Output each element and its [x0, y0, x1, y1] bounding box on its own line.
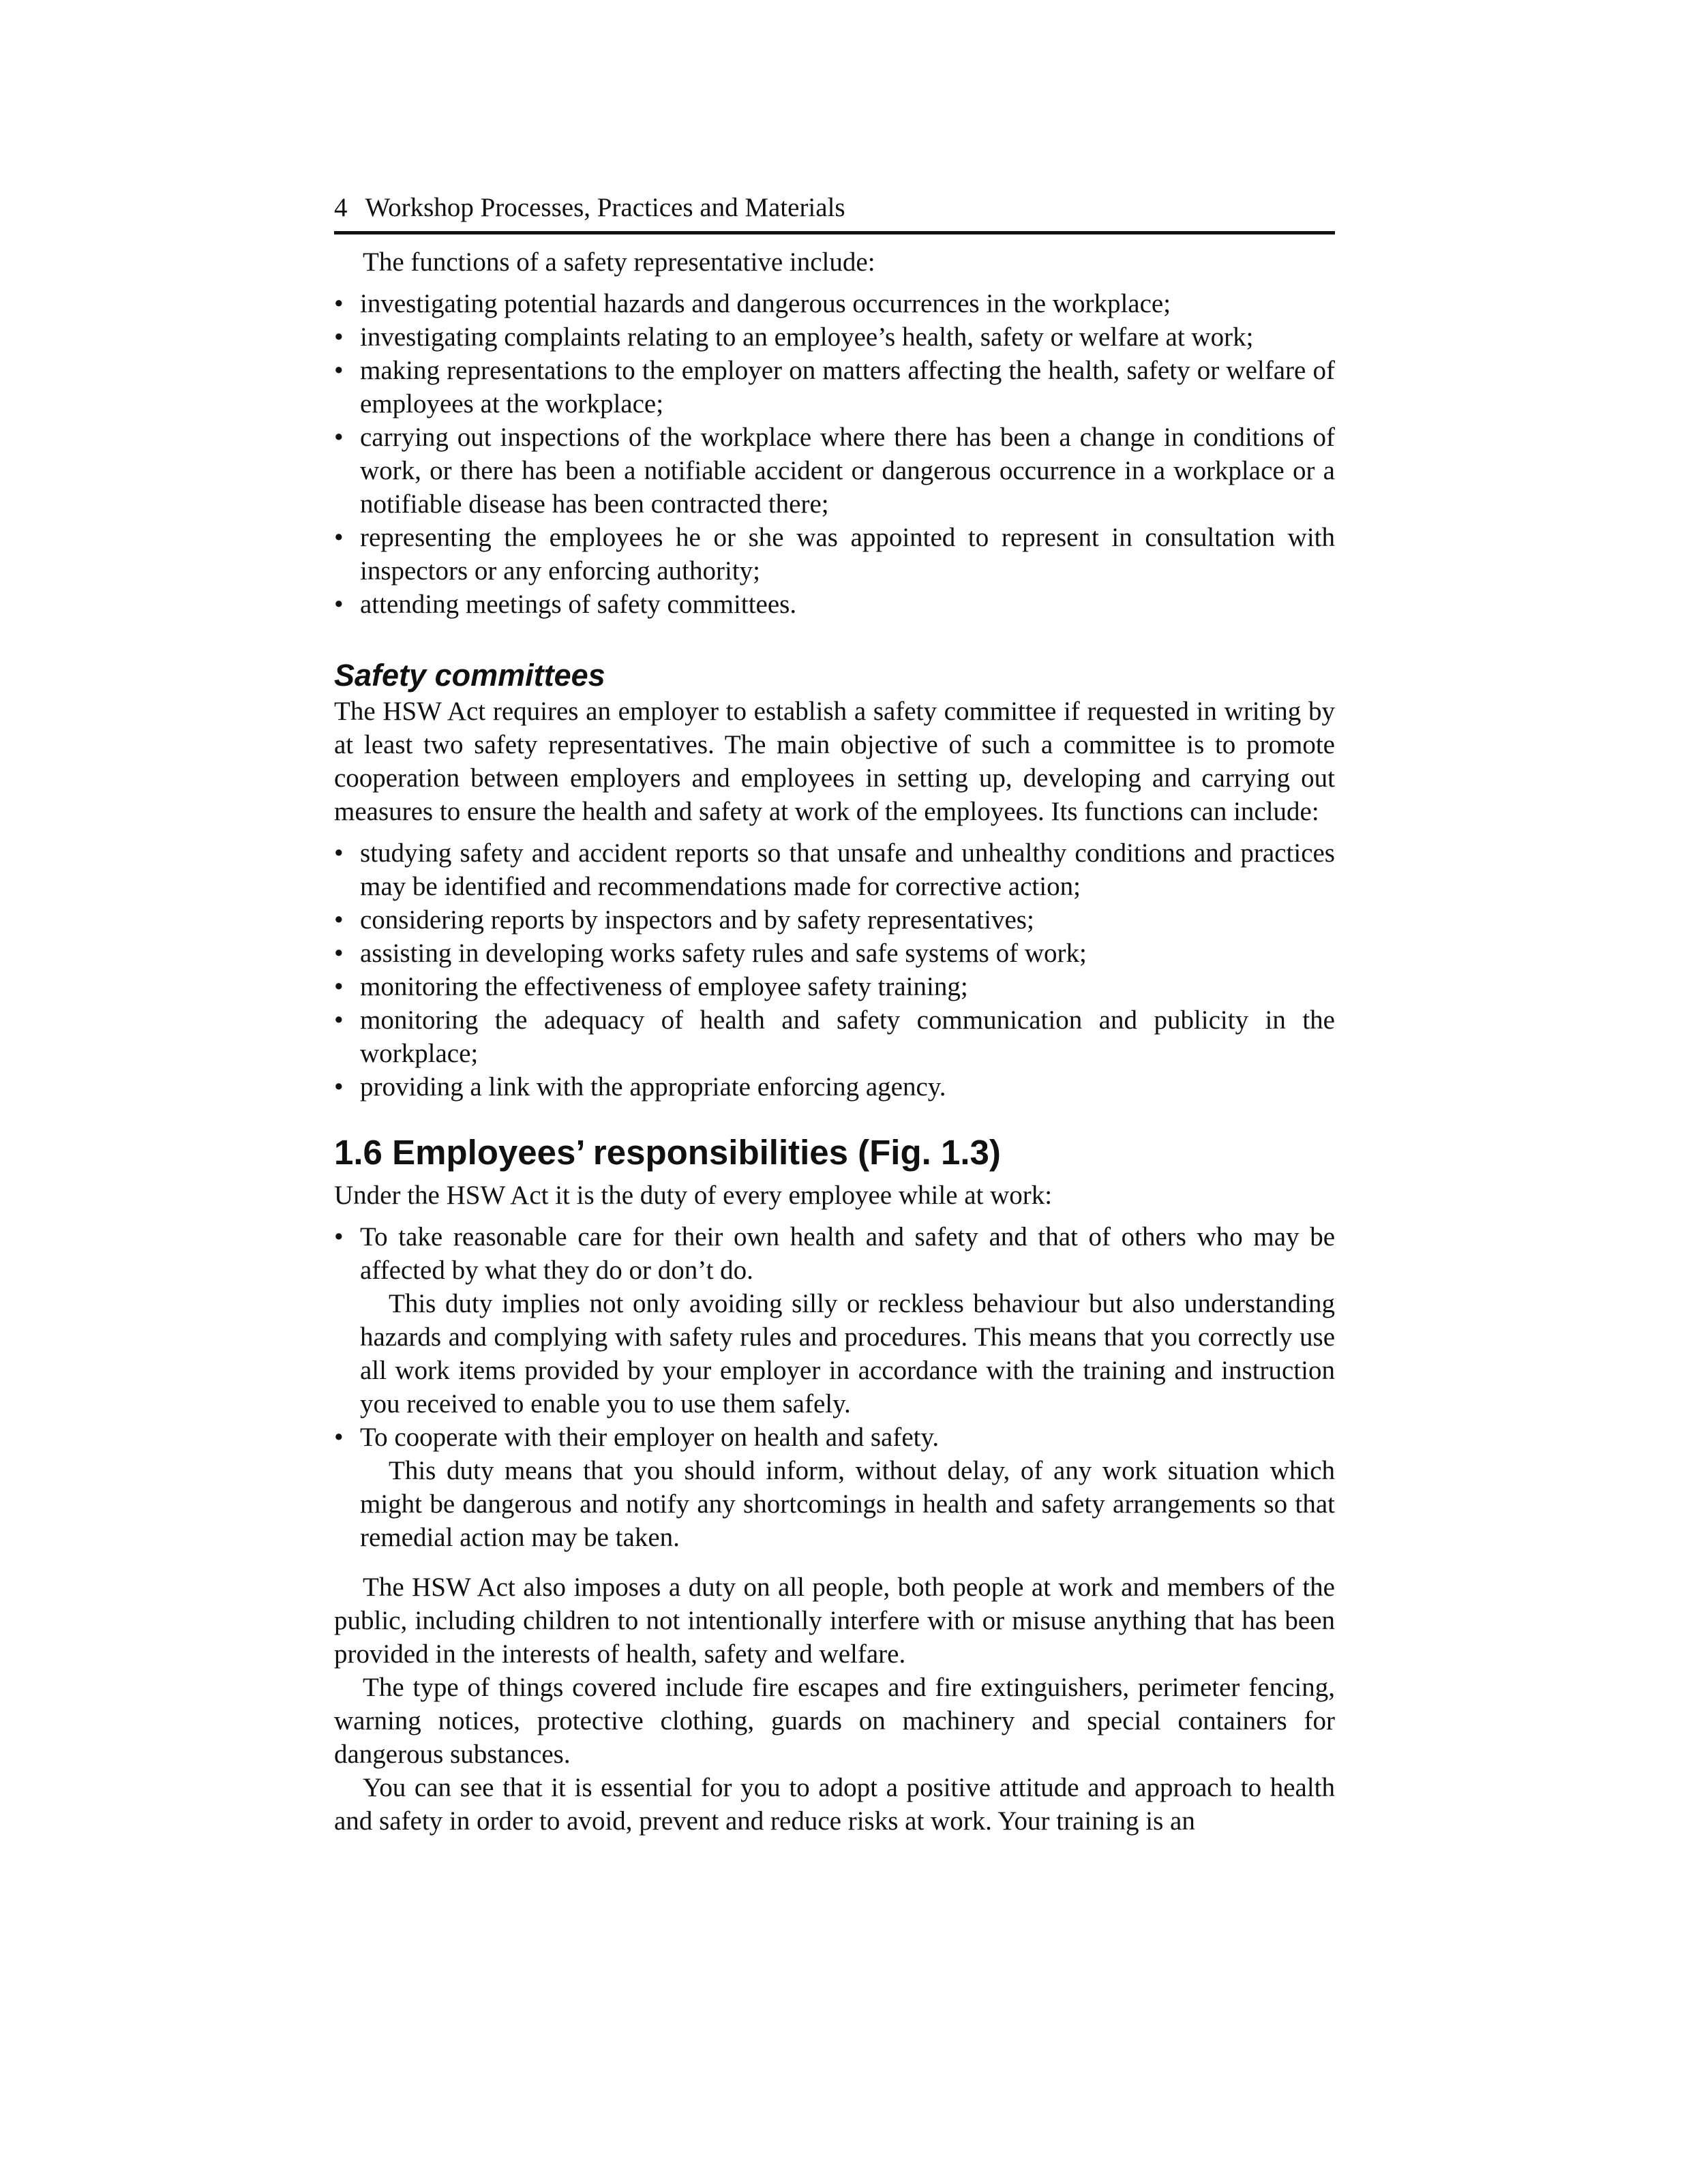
- list-item: [334, 836, 1335, 903]
- section-heading: 1.6 Employees’ responsibilities (Fig. 1.3): [334, 1133, 1001, 1172]
- list-item: [334, 421, 1335, 521]
- list-item: [334, 1003, 1335, 1070]
- committee-functions-list: [334, 836, 1335, 1104]
- bullet-icon: •: [334, 590, 344, 619]
- list-item-text: monitoring the adequacy of health and safety communication and publicity in the workplace;: [360, 1005, 1335, 1068]
- running-head: [334, 191, 1335, 234]
- body-paragraph: The HSW Act also imposes a duty on all people, both people at work and members of the public, including children to not intentionally interfere with or misuse anything that has been provided in the interests of health, safety and welfare.: [334, 1573, 1335, 1669]
- duty-explanation: This duty implies not only avoiding silly or reckless behaviour but also understanding hazards and complying with safety rules and procedures. This means that you correctly use all work items provided by your employer in accordance with the training and instruction you received to enable you to use them safely.: [360, 1289, 1335, 1419]
- bullet-icon: •: [334, 972, 344, 1001]
- list-item-text: assisting in developing works safety rules and safe systems of work;: [360, 939, 1087, 968]
- list-item-text: attending meetings of safety committees.: [360, 590, 797, 619]
- list-item: [334, 970, 1335, 1003]
- page-number: 4: [334, 193, 348, 222]
- list-item: [334, 287, 1335, 320]
- duty-text: To cooperate with their employer on health and safety.: [360, 1423, 940, 1452]
- list-item-text: studying safety and accident reports so that unsafe and unhealthy conditions and practices may be identified and recommendations made for corrective action;: [360, 838, 1335, 901]
- employee-duties-list: [334, 1220, 1335, 1554]
- duty-text: To take reasonable care for their own health and safety and that of others who may be affected by what they do or don’t do.: [360, 1222, 1335, 1285]
- bullet-icon: •: [334, 1072, 344, 1102]
- rep-functions-list: [334, 287, 1335, 621]
- list-item-text: carrying out inspections of the workplace where there has been a change in conditions of work, or there has been a notifiable accident or dangerous occurrence in a workplace or a notifiable disease has been contracted there;: [360, 423, 1335, 519]
- body-paragraph: You can see that it is essential for you to adopt a positive attitude and approach to health and safety in order to avoid, prevent and reduce risks at work. Your training is an: [334, 1773, 1335, 1836]
- spacer: [334, 1554, 1335, 1571]
- safety-committees-heading: Safety committees: [334, 658, 605, 693]
- bullet-icon: •: [334, 289, 344, 318]
- bullet-icon: •: [334, 322, 344, 352]
- list-item: [334, 1421, 1335, 1554]
- bullet-icon: •: [334, 939, 344, 968]
- rep-functions-intro: The functions of a safety representative include:: [363, 247, 875, 277]
- list-item: [334, 903, 1335, 937]
- list-item-text: investigating potential hazards and dangerous occurrences in the workplace;: [360, 289, 1171, 318]
- list-item-text: making representations to the employer on matters affecting the health, safety or welfare of employees at the workplace;: [360, 356, 1335, 419]
- book-title: Workshop Processes, Practices and Materials: [365, 193, 845, 222]
- list-item: [334, 521, 1335, 588]
- list-item-text: providing a link with the appropriate enforcing agency.: [360, 1072, 946, 1102]
- bullet-icon: •: [334, 1005, 344, 1035]
- bullet-icon: •: [334, 1423, 344, 1452]
- list-item: [334, 320, 1335, 354]
- body-paragraph: The type of things covered include fire escapes and fire extinguishers, perimeter fencing, warning notices, protective clothing, guards on machinery and special containers for dangerous substances.: [334, 1673, 1335, 1769]
- list-item: [334, 1070, 1335, 1104]
- bullet-icon: •: [334, 356, 344, 385]
- list-item: [334, 588, 1335, 621]
- duty-explanation: This duty means that you should inform, without delay, of any work situation which might be dangerous and notify any shortcomings in health and safety arrangements so that remedial action may be taken.: [360, 1456, 1335, 1552]
- list-item: [334, 937, 1335, 970]
- bullet-icon: •: [334, 838, 344, 868]
- bullet-icon: •: [334, 905, 344, 935]
- book-page: [334, 191, 1335, 1838]
- duties-intro: Under the HSW Act it is the duty of every employee while at work:: [334, 1181, 1053, 1210]
- list-item-text: monitoring the effectiveness of employee safety training;: [360, 972, 968, 1001]
- list-item-text: investigating complaints relating to an employee’s health, safety or welfare at work;: [360, 322, 1254, 352]
- list-item-text: representing the employees he or she was appointed to represent in consultation with inspectors or any enforcing authority;: [360, 523, 1335, 586]
- list-item-text: considering reports by inspectors and by safety representatives;: [360, 905, 1034, 935]
- list-item: [334, 1220, 1335, 1421]
- safety-committees-paragraph: The HSW Act requires an employer to establish a safety committee if requested in writing by at least two safety representatives. The main objective of such a committee is to promote cooperation between employers and employees in setting up, developing and carrying out measures to ensure the health and safety at work of the employees. Its functions can include:: [334, 697, 1335, 826]
- bullet-icon: •: [334, 523, 344, 552]
- bullet-icon: •: [334, 423, 344, 452]
- bullet-icon: •: [334, 1222, 344, 1252]
- list-item: [334, 354, 1335, 421]
